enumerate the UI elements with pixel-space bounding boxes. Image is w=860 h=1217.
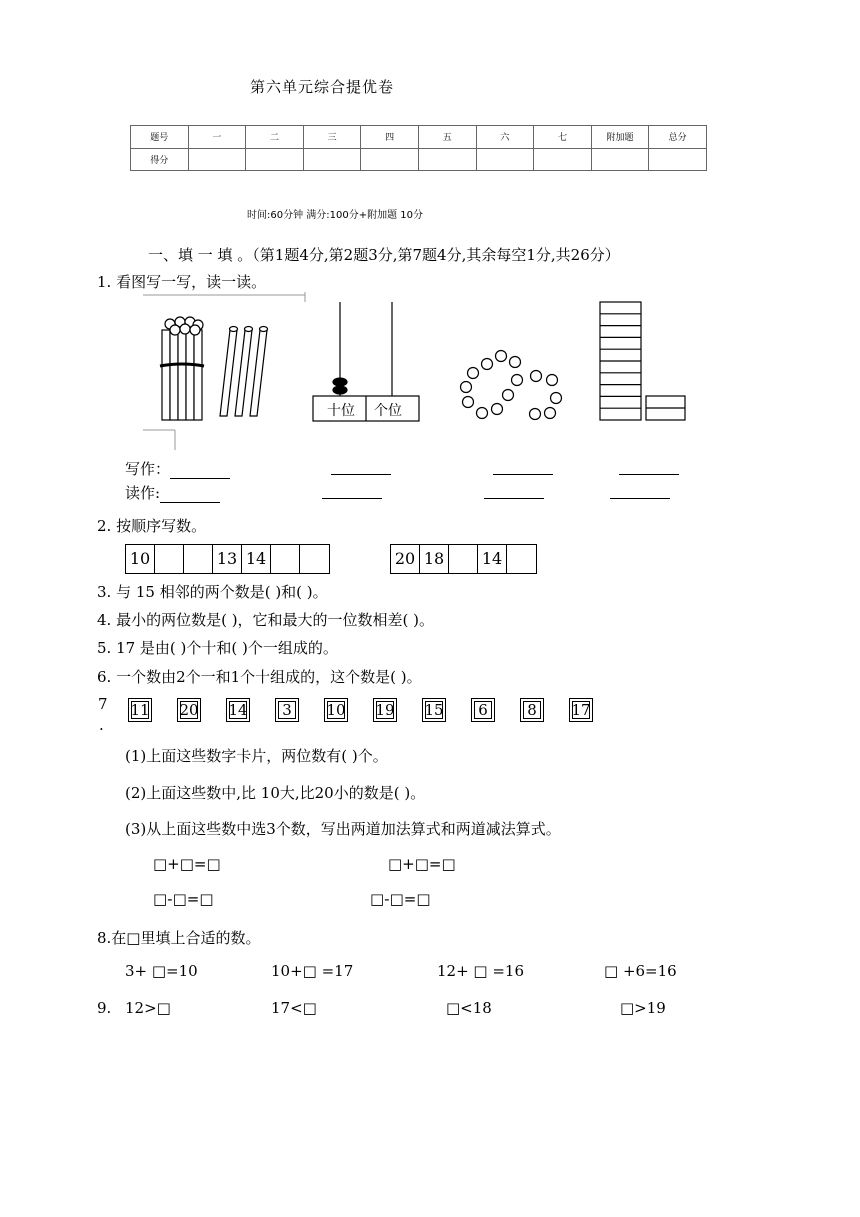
score-table	[130, 125, 707, 171]
table-cell: 附加题	[591, 126, 649, 149]
number-card: 19	[373, 698, 397, 722]
seq-cell[interactable]	[155, 545, 184, 573]
q9-item-4[interactable]: □>19	[620, 999, 666, 1017]
q8-item-3[interactable]: 12+ □ =16	[437, 962, 525, 980]
single-sticks-icon	[220, 327, 268, 417]
number-card: 11	[128, 698, 152, 722]
table-cell: 二	[246, 126, 304, 149]
q8-item-4[interactable]: □ +6=16	[604, 962, 677, 980]
seq-cell: 10	[126, 545, 155, 573]
q1-text: 1. 看图写一写，读一读。	[97, 273, 267, 291]
seq-cell: 13	[213, 545, 242, 573]
blocks-icon	[600, 302, 685, 420]
seq-cell[interactable]	[271, 545, 300, 573]
number-card: 15	[422, 698, 446, 722]
read-label: 读作:	[125, 484, 161, 502]
q1-figures	[140, 292, 700, 452]
addition-equation-2[interactable]: □+□=□	[388, 855, 456, 873]
q8-text: 8.在□里填上合适的数。	[97, 929, 261, 947]
score-cell[interactable]	[361, 148, 419, 171]
table-cell: 五	[418, 126, 476, 149]
table-cell: 三	[303, 126, 361, 149]
bundle-of-ten-icon	[160, 317, 204, 420]
q7-number: 7	[98, 695, 108, 713]
write-blank-3[interactable]	[493, 460, 553, 475]
q2-text: 2. 按顺序写数。	[97, 517, 207, 535]
table-cell: 一	[188, 126, 246, 149]
number-card: 8	[520, 698, 544, 722]
write-blank-1[interactable]	[170, 464, 230, 479]
q9-item-2[interactable]: 17<□	[271, 999, 317, 1017]
seq-cell: 14	[478, 545, 507, 573]
q7-sub3: (3)从上面这些数中选3个数，写出两道加法算式和两道减法算式。	[125, 820, 561, 838]
abacus-ones-label: 个位	[374, 403, 402, 419]
subtraction-equation-2[interactable]: □-□=□	[370, 890, 431, 908]
table-cell: 六	[476, 126, 534, 149]
q3-text: 3. 与 15 相邻的两个数是( )和( )。	[97, 583, 328, 601]
q9-item-3[interactable]: □<18	[446, 999, 492, 1017]
write-blank-2[interactable]	[331, 460, 391, 475]
number-card: 20	[177, 698, 201, 722]
read-row	[125, 482, 220, 503]
score-cell[interactable]	[188, 148, 246, 171]
q4-text: 4. 最小的两位数是( )，它和最大的一位数相差( )。	[97, 611, 435, 629]
score-table-score-row	[131, 148, 707, 171]
section-heading: 一、填 一 填 。（第1题4分,第2题3分,第7题4分,其余每空1分,共26分）	[148, 246, 620, 264]
sequence-1	[125, 544, 330, 574]
number-card: 14	[226, 698, 250, 722]
table-cell: 四	[361, 126, 419, 149]
seq-cell: 20	[391, 545, 420, 573]
q7-dot: .	[99, 716, 104, 734]
seq-cell[interactable]	[507, 545, 536, 573]
q8-item-2[interactable]: 10+□ =17	[271, 962, 354, 980]
seq-cell[interactable]	[300, 545, 329, 573]
score-cell[interactable]	[591, 148, 649, 171]
write-label: 写作：	[125, 460, 171, 478]
table-cell: 得分	[131, 148, 189, 171]
seq-cell: 14	[242, 545, 271, 573]
read-blank-3[interactable]	[484, 484, 544, 499]
score-cell[interactable]	[303, 148, 361, 171]
read-blank-1[interactable]	[160, 488, 220, 503]
q7-sub2: (2)上面这些数中,比 10大,比20小的数是( )。	[125, 784, 426, 802]
number-card: 10	[324, 698, 348, 722]
seq-cell[interactable]	[449, 545, 478, 573]
seq-cell: 18	[420, 545, 449, 573]
score-cell[interactable]	[246, 148, 304, 171]
score-table-header-row	[131, 126, 707, 149]
table-cell: 总分	[649, 126, 707, 149]
number-card: 3	[275, 698, 299, 722]
score-cell[interactable]	[476, 148, 534, 171]
q8-item-1[interactable]: 3+ □=10	[125, 962, 198, 980]
table-cell: 题号	[131, 126, 189, 149]
page-title: 第六单元综合提优卷	[250, 78, 395, 96]
time-info: 时间:60分钟 满分:100分+附加题 10分	[247, 210, 424, 221]
subtraction-equation-1[interactable]: □-□=□	[153, 890, 214, 908]
score-cell[interactable]	[649, 148, 707, 171]
score-cell[interactable]	[534, 148, 592, 171]
number-card: 17	[569, 698, 593, 722]
q6-text: 6. 一个数由2个一和1个十组成的，这个数是( )。	[97, 668, 422, 686]
addition-equation-1[interactable]: □+□=□	[153, 855, 221, 873]
read-blank-4[interactable]	[610, 484, 670, 499]
table-cell: 七	[534, 126, 592, 149]
number-card: 6	[471, 698, 495, 722]
q5-text: 5. 17 是由( )个十和( )个一组成的。	[97, 639, 338, 657]
sequence-2	[390, 544, 537, 574]
score-cell[interactable]	[418, 148, 476, 171]
read-blank-2[interactable]	[322, 484, 382, 499]
abacus-tens-label: 十位	[327, 403, 355, 419]
seq-cell[interactable]	[184, 545, 213, 573]
q9-number: 9.	[97, 999, 112, 1017]
q9-item-1[interactable]: 12>□	[125, 999, 171, 1017]
q7-sub1: (1)上面这些数字卡片，两位数有( )个。	[125, 747, 388, 765]
write-row	[125, 458, 230, 479]
write-blank-4[interactable]	[619, 460, 679, 475]
circles-icon	[461, 351, 562, 420]
